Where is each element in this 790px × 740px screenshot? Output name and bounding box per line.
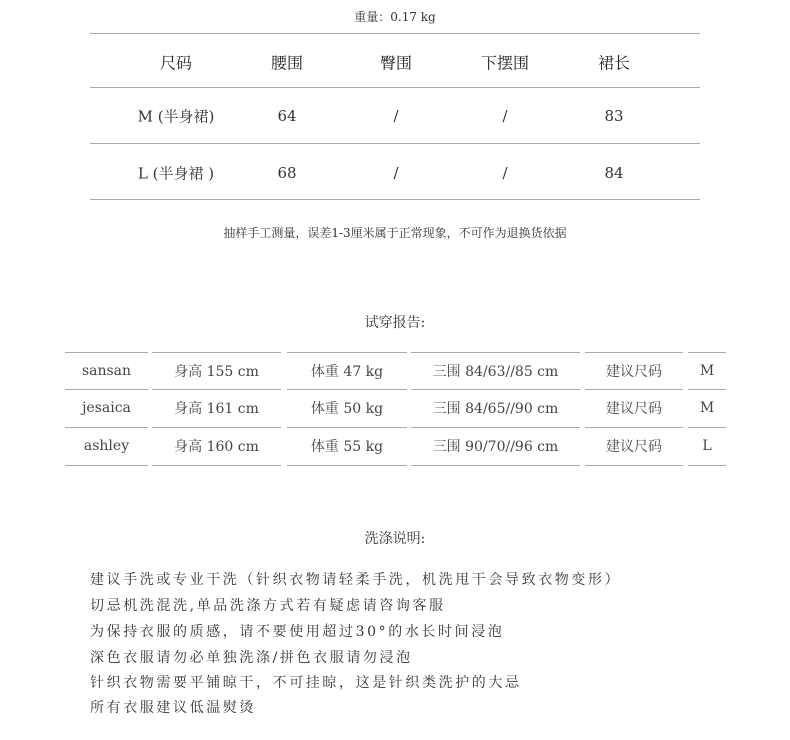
divider [585,427,683,428]
cell-measurements: 三围 84/65//90 cm [432,401,559,417]
divider [287,427,407,428]
cell-name: ashley [83,438,130,454]
divider [585,352,683,353]
divider [65,465,148,466]
cell-length: 84 [604,164,624,182]
cell-height: 身高 161 cm [174,401,259,417]
cell-height: 身高 160 cm [174,439,259,455]
washing-line: 为保持衣服的质感，请不要使用超过30°的水长时间浸泡 [90,624,505,640]
cell-measurements: 三围 90/70//96 cm [432,439,559,455]
cell-hip: / [393,107,399,125]
washing-line: 切忌机洗混洗,单品洗涤方式若有疑虑请咨询客服 [90,598,446,614]
cell-weight: 体重 50 kg [310,401,384,417]
cell-hip: / [393,164,399,182]
divider [65,389,148,390]
divider [152,389,281,390]
cell-length: 83 [604,107,624,125]
header-size: 尺码 [159,53,193,73]
divider [90,87,700,88]
cell-size: L (半身裙 ) [137,164,215,183]
cell-suggest-label: 建议尺码 [606,401,662,417]
cell-size: M (半身裙) [137,107,215,126]
cell-weight: 体重 47 kg [310,364,384,380]
cell-suggest-size: M [699,363,715,379]
cell-suggest-size: L [702,438,712,454]
cell-waist: 64 [277,107,297,125]
divider [411,389,580,390]
divider [688,352,726,353]
cell-suggest-label: 建议尺码 [606,364,662,380]
divider [411,465,580,466]
measure-note: 抽样手工测量，误差1-3厘米属于正常现象，不可作为退换货依据 [223,226,567,240]
divider [90,33,700,34]
divider [152,465,281,466]
cell-height: 身高 155 cm [174,364,259,380]
divider [287,465,407,466]
washing-line: 所有衣服建议低温熨烫 [90,700,256,716]
cell-name: sansan [81,363,132,379]
cell-suggest-size: M [699,400,715,416]
header-hip: 臀围 [379,53,413,73]
divider [65,352,148,353]
weight-label: 重量：0.17 kg [354,10,436,24]
divider [90,143,700,144]
divider [90,199,700,200]
divider [688,465,726,466]
divider [152,427,281,428]
cell-hem: / [502,107,508,125]
cell-weight: 体重 55 kg [310,439,384,455]
divider [585,389,683,390]
washing-line: 深色衣服请勿必单独洗涤/拼色衣服请勿浸泡 [90,650,413,666]
divider [688,427,726,428]
washing-line: 针织衣物需要平铺晾干，不可挂晾，这是针织类洗护的大忌 [90,675,522,691]
washing-title: 洗涤说明: [364,531,426,547]
divider [287,352,407,353]
divider [688,389,726,390]
divider [411,352,580,353]
divider [152,352,281,353]
tryon-title: 试穿报告: [364,315,426,331]
header-waist: 腰围 [270,53,304,73]
divider [287,389,407,390]
washing-line: 建议手洗或专业干洗（针织衣物请轻柔手洗，机洗甩干会导致衣物变形） [90,572,622,588]
cell-name: jesaica [82,400,131,416]
divider [411,427,580,428]
cell-measurements: 三围 84/63//85 cm [432,364,559,380]
cell-suggest-label: 建议尺码 [606,439,662,455]
divider [585,465,683,466]
header-length: 裙长 [597,53,631,73]
cell-hem: / [502,164,508,182]
divider [65,427,148,428]
header-hem: 下摆围 [480,53,530,73]
cell-waist: 68 [277,164,297,182]
